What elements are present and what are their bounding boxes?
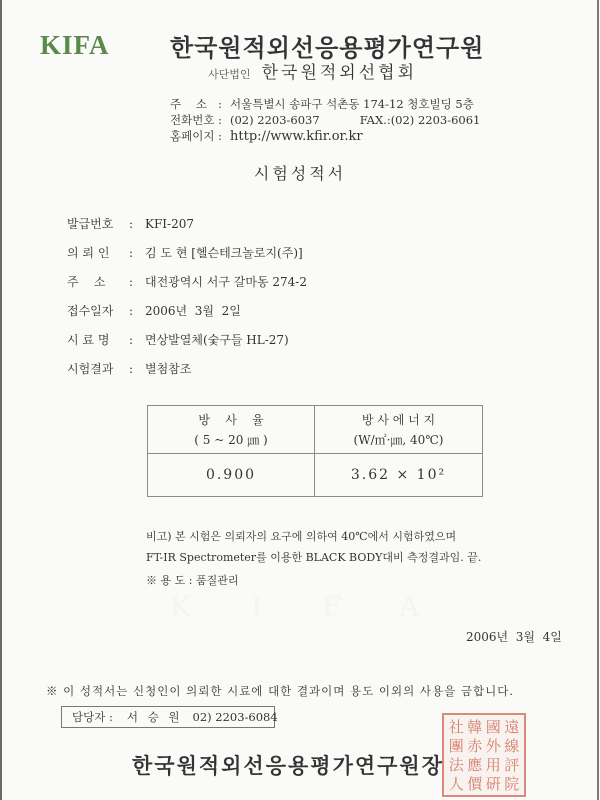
results-value-row bbox=[148, 454, 483, 497]
address-label: 주 소 bbox=[170, 97, 207, 111]
phone-value: (02) 2203-6037 bbox=[230, 113, 320, 127]
emissivity-value: 0.900 bbox=[148, 454, 315, 497]
page-edge-left bbox=[0, 0, 2, 800]
radiant-energy-header: 방 사 에 너 지 (W/㎡·㎛, 40℃) bbox=[315, 406, 483, 454]
usage-line: ※ 용 도 : 품질관리 bbox=[146, 574, 239, 587]
phone-label: 전화번호 bbox=[170, 113, 215, 127]
address-value: 서울특별시 송파구 석촌동 174-12 청호빌딩 5층 bbox=[230, 97, 474, 111]
official-seal-stamp: 社 韓 國 遠 團 赤 外 線 法 應 用 評 人 價 硏 院 bbox=[442, 713, 526, 797]
page-edge-right bbox=[597, 0, 599, 800]
homepage-label: 홈페이지 bbox=[170, 129, 215, 143]
address-row: 주 소 : 서울특별시 송파구 석촌동 174-12 청호빌딩 5층 bbox=[170, 97, 474, 111]
org-subtitle bbox=[208, 58, 417, 83]
org-sub-prefix: 사단법인 bbox=[208, 68, 251, 81]
homepage-row: 홈페이지 : http://www.kfir.or.kr bbox=[170, 129, 363, 144]
emissivity-header: 방 사 율 ( 5 ~ 20 ㎛ ) bbox=[148, 406, 315, 454]
field-received-date: 접수일자 : 2006년 3월 2일 bbox=[67, 304, 241, 318]
contact-person-box bbox=[61, 706, 278, 728]
results-table bbox=[147, 405, 483, 497]
radiant-energy-value: 3.62 × 10² bbox=[315, 454, 483, 497]
phone-row: 전화번호 : (02) 2203-6037 FAX.:(02) 2203-6061 bbox=[170, 113, 481, 127]
kifa-watermark: KIFA bbox=[170, 590, 480, 623]
contact-person-phone: 02) 2203-6084 bbox=[192, 710, 278, 724]
results-header-row bbox=[148, 406, 483, 454]
contact-person-label: 담당자 : bbox=[72, 710, 113, 724]
remarks-line-2: FT-IR Spectrometer를 이용한 BLACK BODY대비 측정결과임. 끝. bbox=[146, 551, 482, 564]
homepage-link[interactable]: http://www.kfir.or.kr bbox=[230, 129, 363, 144]
org-sub-name: 한국원적외선협회 bbox=[261, 63, 417, 83]
field-client: 의 뢰 인 : 김 도 현 [헬슨테크놀로지(주)] bbox=[67, 246, 303, 260]
kifa-logo: KIFA bbox=[40, 30, 110, 60]
document-title: 시험성적서 bbox=[253, 164, 347, 183]
document-fields bbox=[67, 216, 307, 390]
usage-notice: ※ 이 성적서는 신청인이 의뢰한 시료에 대한 결과이며 용도 이외의 사용을 금합니다. bbox=[46, 684, 514, 698]
field-address: 주 소 : 대전광역시 서구 갈마동 274-2 bbox=[67, 275, 307, 289]
issuer-signature-name: 한국원적외선응용평가연구원장 bbox=[132, 753, 445, 778]
org-title: 한국원적외선응용평가연구원 bbox=[170, 33, 485, 62]
issue-date: 2006년 3월 4일 bbox=[466, 630, 562, 644]
field-sample-name: 시 료 명 : 면상발열체(숯구들 HL-27) bbox=[67, 333, 289, 347]
contact-person-name: 서 승 원 bbox=[126, 710, 183, 724]
fax-value: FAX.:(02) 2203-6061 bbox=[359, 113, 481, 127]
field-test-result: 시험결과 : 별첨참조 bbox=[67, 362, 192, 376]
contact-block bbox=[170, 96, 480, 144]
field-issue-number: 발급번호 : KFI-207 bbox=[67, 217, 194, 231]
remarks-block bbox=[146, 530, 481, 595]
remarks-line-1: 비고) 본 시험은 의뢰자의 요구에 의하여 40℃에서 시험하였으며 bbox=[146, 530, 457, 543]
